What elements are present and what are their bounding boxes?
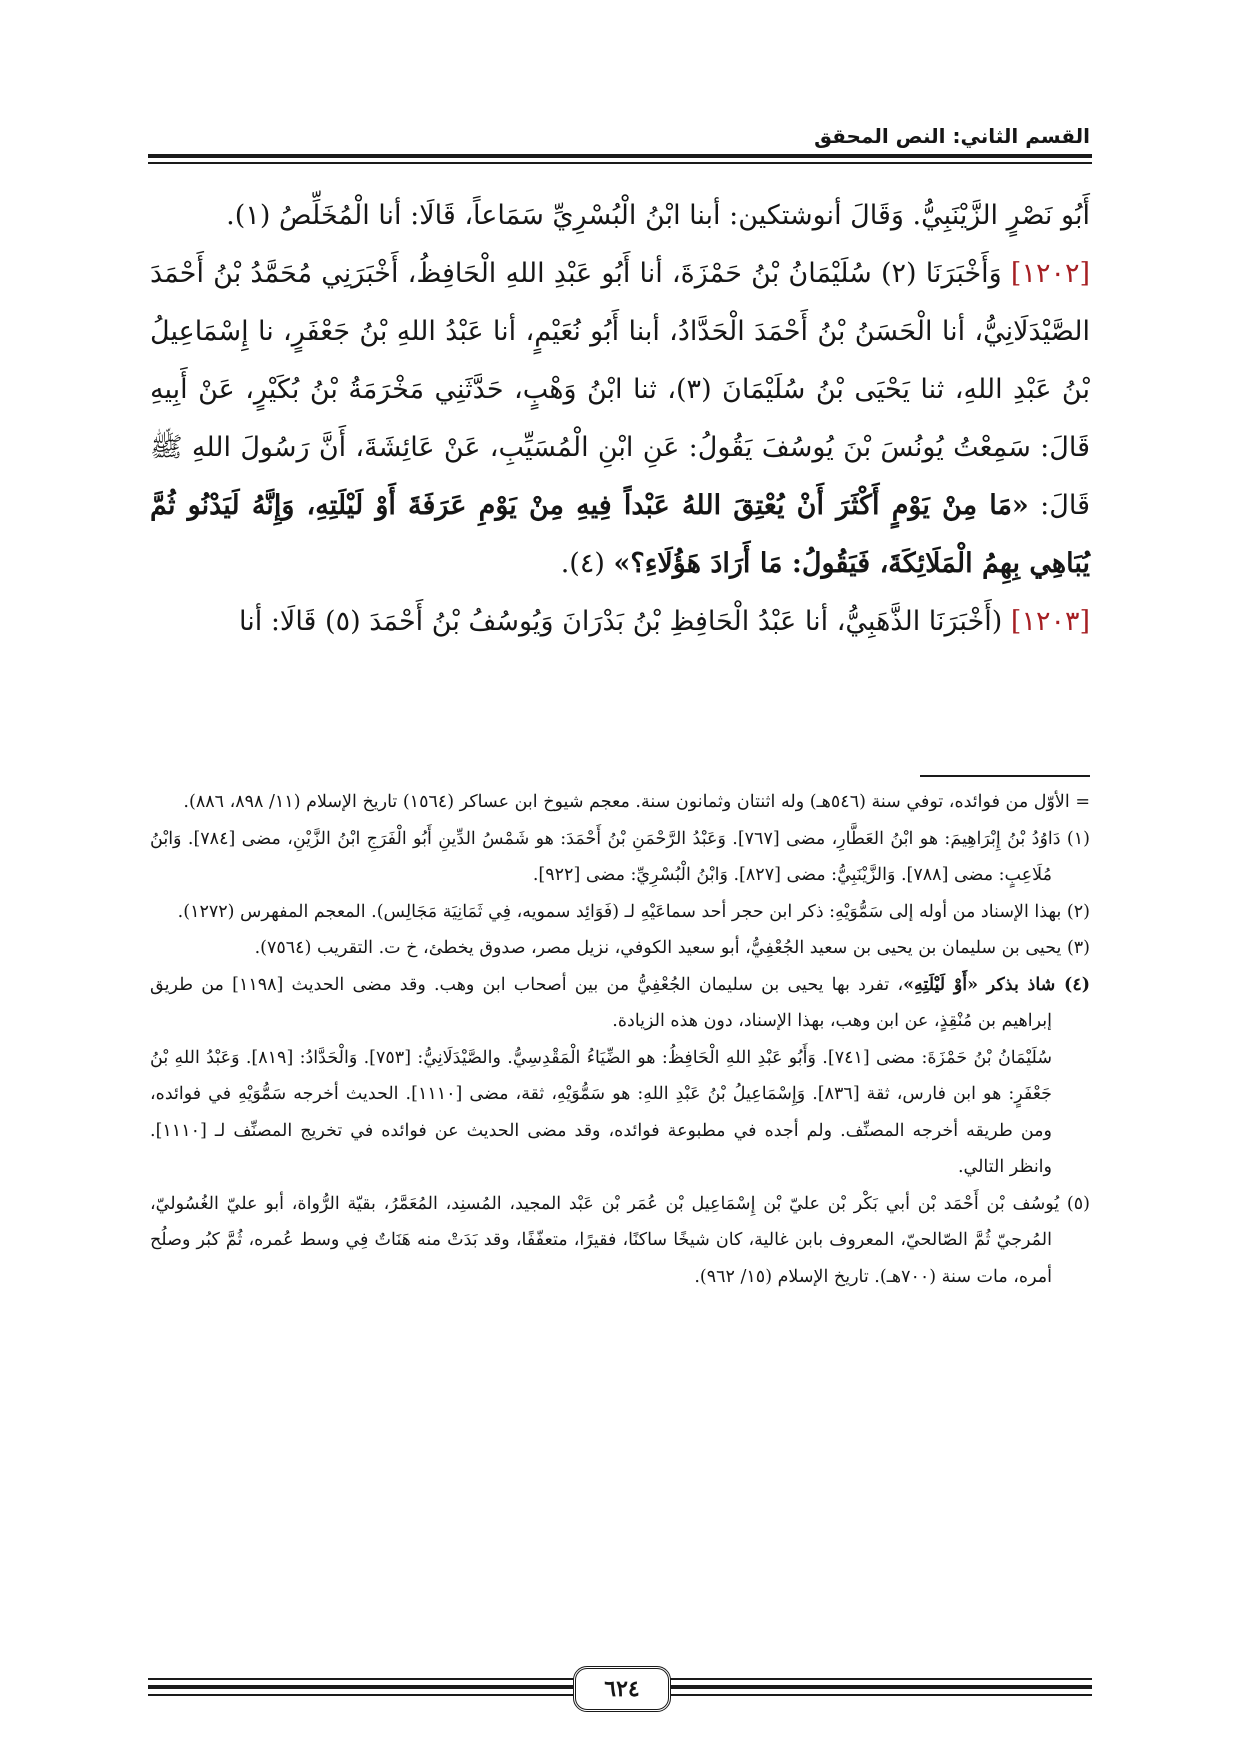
- hadith-matn-1202: «مَا مِنْ يَوْمٍ أَكْثَرَ أَنْ يُعْتِقَ اللهُ عَبْداً فِيهِ مِنْ يَوْمِ عَرَفَةَ أَوْ لَيْلَتِهِ، وَإِنَّهُ لَيَدْنُو ثُمَّ يُبَاهِي بِهِمُ الْمَلَائِكَةَ، فَيَقُولُ: مَا أَرَادَ هَؤُلَاءِ؟»: [150, 490, 1090, 579]
- isnad-text-1202: وَأَخْبَرَنَا (٢) سُلَيْمَانُ بْنُ حَمْزَةَ، أنا أَبُو عَبْدِ اللهِ الْحَافِظُ، أَخْبَرَنِي مُحَمَّدُ بْنُ أَحْمَدَ الصَّيْدَلَانِيُّ، أنا الْحَسَنُ بْنُ أَحْمَدَ الْحَدَّادُ، أبنا أَبُو نُعَيْمٍ، أنا عَبْدُ اللهِ بْنُ جَعْفَرٍ، نا إِسْمَاعِيلُ بْنُ عَبْدِ اللهِ، ثنا يَحْيَى بْنُ سُلَيْمَانَ (٣)، ثنا ابْنُ وَهْبٍ، حَدَّثَنِي مَخْرَمَةُ بْنُ بُكَيْرٍ، عَنْ أَبِيهِ قَالَ: سَمِعْتُ يُونُسَ بْنَ يُوسُفَ يَقُولُ: عَنِ ابْنِ الْمُسَيِّبِ، عَنْ عَائِشَةَ، أَنَّ رَسُولَ اللهِ ﷺ قَالَ:: [150, 258, 1091, 521]
- footnote-4-continued: سُلَيْمَانُ بْنُ حَمْزَةَ: مضى [٧٤١]. وَأَبُو عَبْدِ اللهِ الْحَافِظُ: هو الضِّيَاءُ الْمَقْدِسِيُّ. والصَّيْدَلَانِيُّ: [٧٥٣]. وَالْحَدَّادُ: [٨١٩]. وَعَبْدُ اللهِ بْنُ جَعْفَرٍ: هو ابن فارس، ثقة [٨٣٦]. وَإِسْمَاعِيلُ بْنُ عَبْدِ اللهِ: هو سَمُّوَيْهِ، ثقة، مضى [١١١٠]. الحديث أخرجه سَمُّوَيْهِ في فوائده، ومن طريقه أخرجه المصنِّف. ولم أجده في مطبوعة فوائده، وقد مضى الحديث عن فوائده في تخريج المصنِّف لـ [١١١٠]. وانظر التالي.: [150, 1047, 1052, 1177]
- footnote-4-label: (٤) شاذ بذكر «أَوْ لَيْلَتِهِ»: [903, 974, 1090, 995]
- main-paragraph-3: [150, 593, 1090, 651]
- footnote-continued: = الأوّل من فوائده، توفي سنة (٥٤٦هـ) وله اثنتان وثمانون سنة. معجم شيوخ ابن عساكر (١٥٦٤) تاريخ الإسلام (١١/ ٨٩٨، ٨٨٦).: [183, 792, 1090, 812]
- hadith-number-1203: [١٢٠٣]: [1010, 606, 1090, 637]
- main-paragraph-2: [150, 245, 1090, 593]
- footnote-3: (٣) يحيى بن سليمان بن يحيى بن سعيد الجُعْفِيُّ، أبو سعيد الكوفي، نزيل مصر، صدوق يخطئ، خ ت. التقريب (٧٥٦٤).: [254, 938, 1090, 958]
- page-header-title: القسم الثاني: النص المحقق: [814, 124, 1090, 148]
- footnote-separator: [920, 775, 1090, 777]
- footnotes: [150, 784, 1090, 1295]
- footnote-2: (٢) بهذا الإسناد من أوله إلى سَمُّوَيْهِ: ذكر ابن حجر أحد سماعَيْهِ لـ (فَوَائِد سمويه، فِي ثَمَانِيَة مَجَالِس). المعجم المفهرس (١٢٧٢).: [177, 901, 1090, 922]
- header-rule-bottom: [148, 162, 1092, 164]
- main-text: [150, 187, 1090, 651]
- footnote-ref-4: (٤).: [560, 548, 614, 579]
- isnad-text-1203: (أَخْبَرَنَا الذَّهَبِيُّ، أنا عَبْدُ الْحَافِظِ بْنُ بَدْرَانَ وَيُوسُفُ بْنُ أَحْمَدَ (٥) قَالَا: أنا: [239, 606, 1011, 637]
- header-rule-top: [148, 154, 1092, 158]
- footnote-4-text: ، تفرد بها يحيى بن سليمان الجُعْفِيُّ من بين أصحاب ابن وهب. وقد مضى الحديث [١١٩٨] من طريق إبراهيم بن مُنْقِذٍ، عن ابن وهب، بهذا الإسناد، دون هذه الزيادة.: [150, 974, 1052, 1031]
- page-number: ٦٢٤: [573, 1666, 671, 1712]
- footnote-5: (٥) يُوسُف بْن أَحْمَد بْن أبي بَكْر بْن عليّ بْن إِسْمَاعِيل بْن عُمَر بْن عَبْد المجيد، المُسنِد، المُعَمَّرُ، بقيّة الرُّواة، أبو عليّ الغُسُوليّ، المُرجيّ ثُمَّ الصّالحيّ، المعروف بابن غالية، كان شيخًا ساكنًا، فقيرًا، متعفّفًا، وقد بَدَتْ منه هَنَاتٌ فِي وسط عُمره، ثُمَّ كبُر وصلُح أمره، مات سنة (٧٠٠هـ). تاريخ الإسلام (١٥/ ٩٦٢).: [150, 1193, 1090, 1287]
- footnote-4: [150, 967, 1090, 1040]
- hadith-number-1202: [١٢٠٢]: [1010, 258, 1091, 289]
- footnote-1: (١) دَاوُدُ بْنُ إِبْرَاهِيمَ: هو ابْنُ العَطَّارِ، مضى [٧٦٧]. وَعَبْدُ الرَّحْمَنِ بْنُ أَحْمَدَ: هو شَمْسُ الدِّينِ أَبُو الْفَرَجِ ابْنُ الزَّيْنِ، مضى [٧٨٤]. وَابْنُ مُلَاعِبٍ: مضى [٧٨٨]. وَالزَّيْنَبِيُّ: مضى [٨٢٧]. وَابْنُ الْبُسْرِيِّ: مضى [٩٢٢].: [150, 828, 1090, 885]
- main-paragraph-1: أَبُو نَصْرٍ الزَّيْنَبِيُّ. وَقَالَ أنوشتكين: أبنا ابْنُ الْبُسْرِيِّ سَمَاعاً، قَالَا: أنا الْمُخَلِّصُ (١).: [226, 200, 1090, 231]
